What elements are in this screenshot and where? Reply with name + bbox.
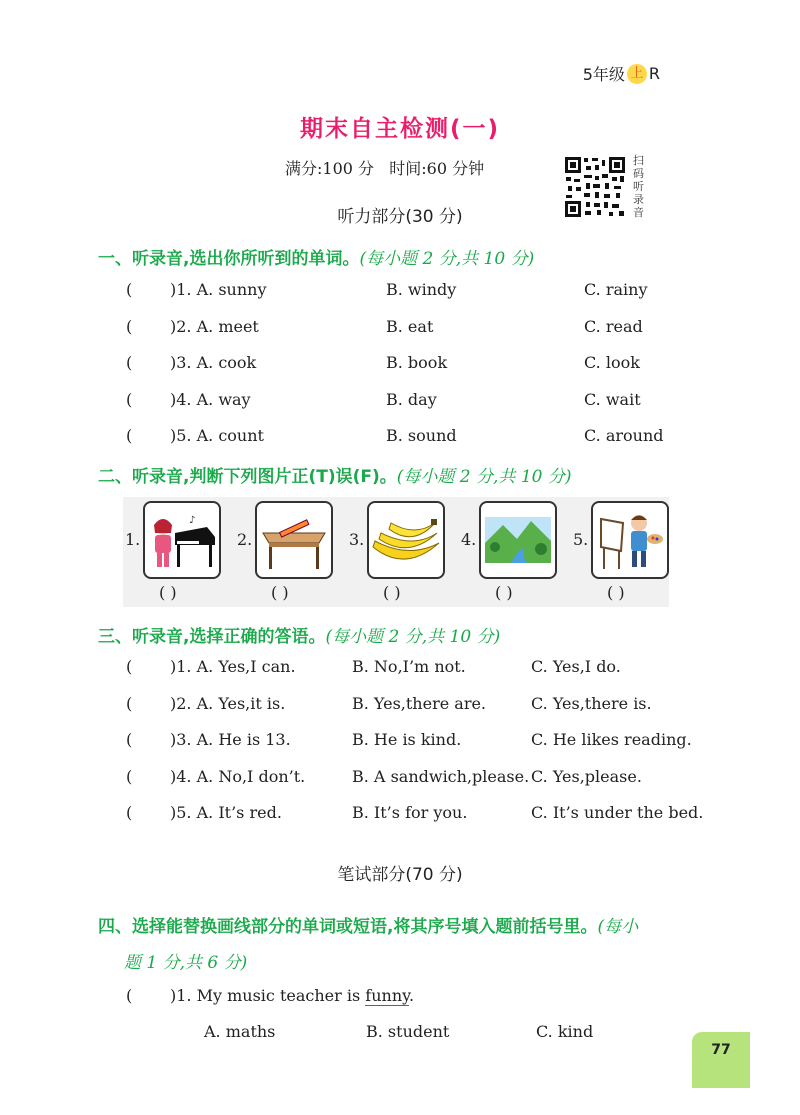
option-a[interactable]: )3. A. cook bbox=[170, 353, 257, 372]
writing-heading: 笔试部分(70 分) bbox=[337, 865, 463, 885]
picture-number: 3. bbox=[349, 530, 365, 549]
qr-caption: 扫 码 听 录 音 bbox=[633, 154, 644, 219]
section1-title: 一、听录音,选出你所听到的单词。(每小题 2 分,共 10 分) bbox=[98, 249, 535, 269]
answer-paren[interactable]: ( bbox=[126, 353, 133, 372]
answer-paren[interactable]: ( bbox=[126, 657, 133, 676]
grade-label bbox=[583, 62, 660, 85]
option-a[interactable]: )4. A. way bbox=[170, 389, 251, 409]
option-a[interactable]: )1. A. Yes,I can. bbox=[170, 657, 296, 676]
question-row: ( )1. My music teacher is funny. bbox=[126, 986, 415, 1005]
section4-title-cont: 题 1 分,共 6 分) bbox=[124, 953, 248, 973]
grade-suffix: R bbox=[648, 64, 660, 83]
question-text: )1. My music teacher is funny. bbox=[170, 986, 415, 1005]
option-b[interactable]: B. windy bbox=[386, 280, 457, 299]
option-c[interactable]: C. It’s under the bed. bbox=[531, 803, 704, 822]
grade-prefix: 5年级 bbox=[582, 65, 625, 84]
answer-paren[interactable]: ( ) bbox=[607, 583, 625, 602]
underlined-word: funny bbox=[365, 986, 410, 1005]
answer-paren[interactable]: ( ) bbox=[383, 583, 401, 602]
option-b[interactable]: B. It’s for you. bbox=[352, 803, 468, 822]
option-a[interactable]: )1. A. sunny bbox=[170, 280, 267, 299]
option-c[interactable]: C. He likes reading. bbox=[531, 730, 692, 749]
svg-text:♪: ♪ bbox=[189, 515, 196, 526]
answer-paren[interactable]: ( bbox=[126, 316, 133, 336]
option-a[interactable]: )2. A. Yes,it is. bbox=[170, 693, 286, 713]
option-a[interactable]: )2. A. meet bbox=[170, 316, 259, 336]
answer-paren[interactable]: ( ) bbox=[495, 583, 513, 602]
question-row bbox=[126, 426, 726, 448]
question-row bbox=[126, 657, 726, 679]
section3-title: 三、听录音,选择正确的答语。(每小题 2 分,共 10 分) bbox=[98, 627, 501, 647]
option-b[interactable]: B. student bbox=[366, 1022, 450, 1041]
boy-painting-icon bbox=[591, 501, 669, 579]
option-a[interactable]: )5. A. It’s red. bbox=[170, 803, 282, 822]
option-b[interactable]: B. book bbox=[386, 353, 448, 372]
option-c[interactable]: C. read bbox=[584, 316, 643, 336]
answer-paren[interactable]: ( bbox=[126, 766, 133, 786]
option-b[interactable]: B. sound bbox=[386, 426, 457, 445]
question-row bbox=[126, 730, 726, 752]
bananas-icon bbox=[367, 501, 445, 579]
question-row bbox=[126, 280, 726, 302]
options-row bbox=[126, 1022, 686, 1044]
page-title: 期末自主检测(一) bbox=[299, 116, 501, 142]
section2-title: 二、听录音,判断下列图片正(T)误(F)。(每小题 2 分,共 10 分) bbox=[98, 467, 572, 487]
option-a[interactable]: A. maths bbox=[204, 1022, 276, 1041]
option-c[interactable]: C. look bbox=[584, 353, 640, 372]
desk-with-pencil-icon bbox=[255, 501, 333, 579]
option-c[interactable]: C. wait bbox=[584, 389, 641, 409]
picture-number: 5. bbox=[573, 530, 589, 549]
answer-paren[interactable]: ( bbox=[126, 280, 133, 299]
answer-paren[interactable]: ( bbox=[126, 803, 133, 822]
answer-paren[interactable]: ( ) bbox=[159, 583, 177, 602]
answer-paren[interactable]: ( bbox=[126, 426, 133, 445]
option-b[interactable]: B. Yes,there are. bbox=[352, 693, 487, 713]
option-a[interactable]: )3. A. He is 13. bbox=[170, 730, 291, 749]
question-row bbox=[126, 353, 726, 375]
answer-paren[interactable]: ( ) bbox=[271, 583, 289, 602]
section4-title: 四、选择能替换画线部分的单词或短语,将其序号填入题前括号里。(每小 bbox=[98, 917, 639, 937]
option-a[interactable]: )4. A. No,I don’t. bbox=[170, 766, 306, 786]
question-row bbox=[126, 767, 726, 789]
option-c[interactable]: C. Yes,I do. bbox=[531, 657, 621, 676]
answer-paren[interactable]: ( bbox=[126, 693, 133, 713]
girl-playing-piano-icon bbox=[143, 501, 221, 579]
option-b[interactable]: B. No,I’m not. bbox=[352, 657, 466, 676]
question-row bbox=[126, 317, 726, 339]
question-row bbox=[126, 390, 726, 412]
option-c[interactable]: C. kind bbox=[536, 1022, 594, 1041]
listening-heading: 听力部分(30 分) bbox=[337, 207, 463, 227]
picture-number: 2. bbox=[237, 530, 253, 549]
grade-term-badge: 上 bbox=[627, 64, 647, 84]
picture-number: 1. bbox=[125, 530, 141, 549]
score-time-info: 满分:100 分 时间:60 分钟 bbox=[285, 159, 485, 178]
option-a[interactable]: )5. A. count bbox=[170, 426, 264, 445]
landscape-painting-icon bbox=[479, 501, 557, 579]
option-c[interactable]: C. Yes,there is. bbox=[531, 693, 652, 713]
option-b[interactable]: B. day bbox=[386, 389, 437, 409]
picture-strip bbox=[123, 497, 669, 607]
option-b[interactable]: B. eat bbox=[386, 316, 434, 336]
answer-paren[interactable]: ( bbox=[126, 730, 133, 749]
question-row bbox=[126, 694, 726, 716]
option-b[interactable]: B. He is kind. bbox=[352, 730, 462, 749]
answer-paren[interactable]: ( bbox=[126, 389, 133, 409]
picture-number: 4. bbox=[461, 530, 477, 549]
option-b[interactable]: B. A sandwich,please. bbox=[352, 766, 530, 786]
question-row bbox=[126, 803, 726, 825]
page-number: 77 bbox=[692, 1032, 750, 1088]
option-c[interactable]: C. Yes,please. bbox=[531, 766, 642, 786]
option-c[interactable]: C. around bbox=[584, 426, 664, 445]
option-c[interactable]: C. rainy bbox=[584, 280, 648, 299]
